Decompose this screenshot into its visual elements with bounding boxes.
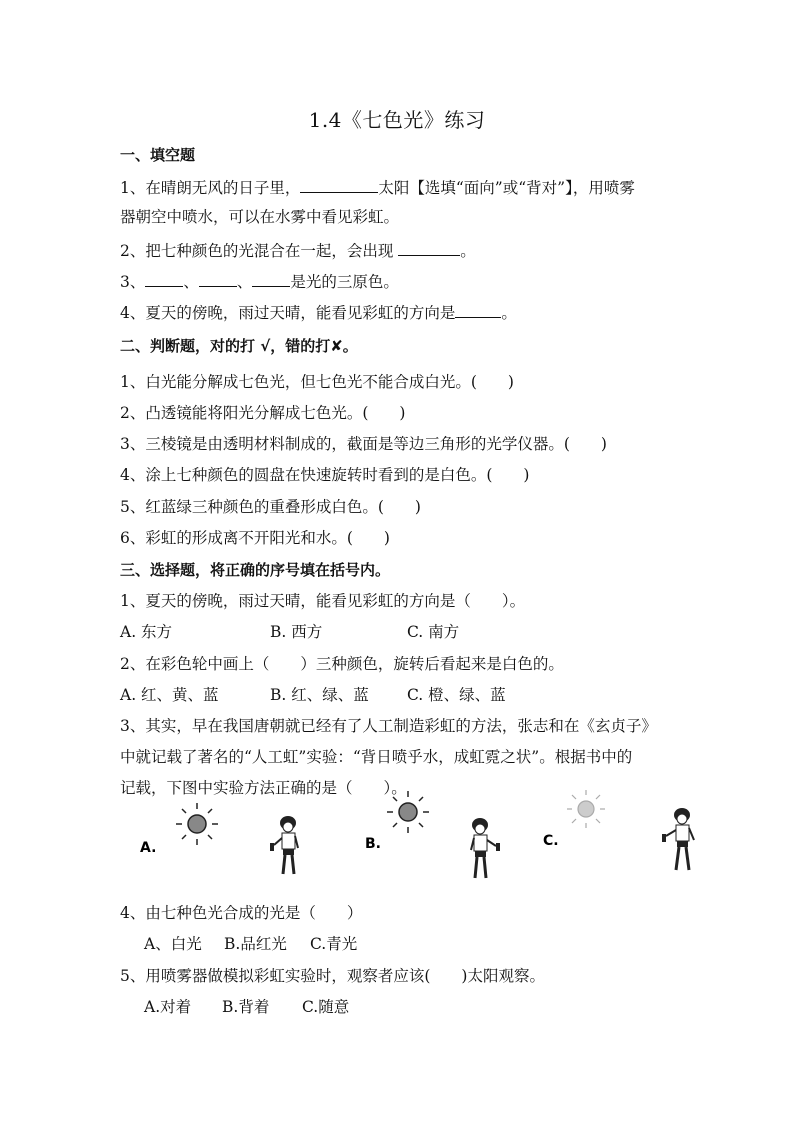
question-text: 。 (460, 242, 476, 260)
section-heading-fill-in: 一、填空题 (120, 146, 196, 164)
figure-label-b: B. (365, 836, 381, 852)
question-text: 3、 (120, 273, 146, 291)
answer-blank (300, 176, 378, 193)
option-c: C.随意 (302, 998, 350, 1016)
option-a: A、白光 (144, 935, 202, 953)
choice-question-3-line-2: 中就记载了著名的“人工虹”实验：“背日喷乎水，成虹霓之状”。根据书中的 (120, 748, 633, 766)
answer-blank (199, 270, 237, 287)
choice-options-5 (144, 997, 744, 1017)
option-a: A. 红、黄、蓝 (120, 686, 219, 704)
option-a: A. 东方 (120, 623, 173, 641)
question-text: 。 (501, 304, 517, 322)
rainbow-experiment-figure (140, 790, 720, 905)
scene-c (543, 790, 694, 870)
option-b: B.背着 (222, 998, 270, 1016)
question-text: 2、把七种颜色的光混合在一起，会出现 (120, 242, 399, 260)
answer-blank (145, 270, 183, 287)
option-c: C.青光 (310, 935, 358, 953)
question-1-3 (120, 270, 720, 292)
sun-icon (387, 791, 429, 833)
judgement-item-6: 6、彩虹的形成离不开阳光和水。( ) (120, 529, 390, 547)
question-1-1-continued: 器朝空中喷水，可以在水雾中看见彩虹。 (120, 208, 400, 226)
question-text: 是光的三原色。 (290, 273, 399, 291)
question-text: 1、在晴朗无风的日子里， (120, 179, 301, 197)
answer-blank (398, 239, 460, 256)
judgement-item-2: 2、凸透镜能将阳光分解成七色光。( ) (120, 404, 406, 422)
choice-question-1: 1、夏天的傍晚，雨过天晴，能看见彩虹的方向是（ ）。 (120, 592, 526, 610)
question-text: 太阳【选填“面向”或“背对”】，用喷雾 (378, 179, 635, 197)
judgement-item-1: 1、白光能分解成七色光，但七色光不能合成白光。( ) (120, 373, 514, 391)
option-b: B. 红、绿、蓝 (270, 686, 369, 704)
answer-blank (455, 301, 501, 318)
separator: 、 (236, 273, 253, 291)
choice-question-5: 5、用喷雾器做模拟彩虹实验时，观察者应该( )太阳观察。 (120, 967, 545, 985)
child-figure-icon (662, 808, 694, 870)
sun-icon (176, 803, 218, 845)
choice-options-1 (120, 622, 720, 642)
answer-blank (252, 270, 290, 287)
option-c: C. 橙、绿、蓝 (407, 686, 506, 704)
choice-question-4: 4、由七种色光合成的光是（ ） (120, 904, 363, 922)
sun-icon (567, 790, 605, 828)
judgement-item-3: 3、三棱镜是由透明材料制成的，截面是等边三角形的光学仪器。( ) (120, 435, 607, 453)
choice-question-3-line-1: 3、其实，早在我国唐朝就已经有了人工制造彩虹的方法，张志和在《玄贞子》 (120, 717, 657, 735)
question-text: 4、夏天的傍晚，雨过天晴，能看见彩虹的方向是 (120, 304, 456, 322)
scene-a (140, 803, 298, 874)
choice-options-4 (144, 934, 744, 954)
question-1-2 (120, 239, 720, 261)
judgement-item-5: 5、红蓝绿三种颜色的重叠形成白色。( ) (120, 498, 421, 516)
choice-question-3-line-3: 记载，下图中实验方法正确的是（ ）。 (120, 779, 407, 797)
option-b: B.品红光 (224, 935, 287, 953)
choice-options-2 (120, 685, 720, 705)
judgement-item-4: 4、涂上七种颜色的圆盘在快速旋转时看到的是白色。( ) (120, 466, 530, 484)
option-a: A.对着 (144, 998, 192, 1016)
section-heading-true-false: 二、判断题，对的打 √，错的打✘。 (120, 337, 358, 355)
option-b: B. 西方 (270, 623, 323, 641)
figure-label-a: A. (140, 840, 157, 856)
choice-question-2: 2、在彩色轮中画上（ ）三种颜色，旋转后看起来是白色的。 (120, 655, 564, 673)
question-1-4 (120, 301, 720, 323)
child-figure-icon (471, 818, 500, 878)
scene-b (365, 791, 500, 878)
child-figure-icon (270, 816, 298, 874)
section-heading-multiple-choice: 三、选择题，将正确的序号填在括号内。 (120, 561, 391, 579)
question-1-1 (120, 176, 720, 198)
figure-label-c: C. (543, 833, 559, 849)
separator: 、 (183, 273, 199, 291)
page-title: 1.4《七色光》练习 (308, 108, 486, 132)
option-c: C. 南方 (407, 623, 460, 641)
